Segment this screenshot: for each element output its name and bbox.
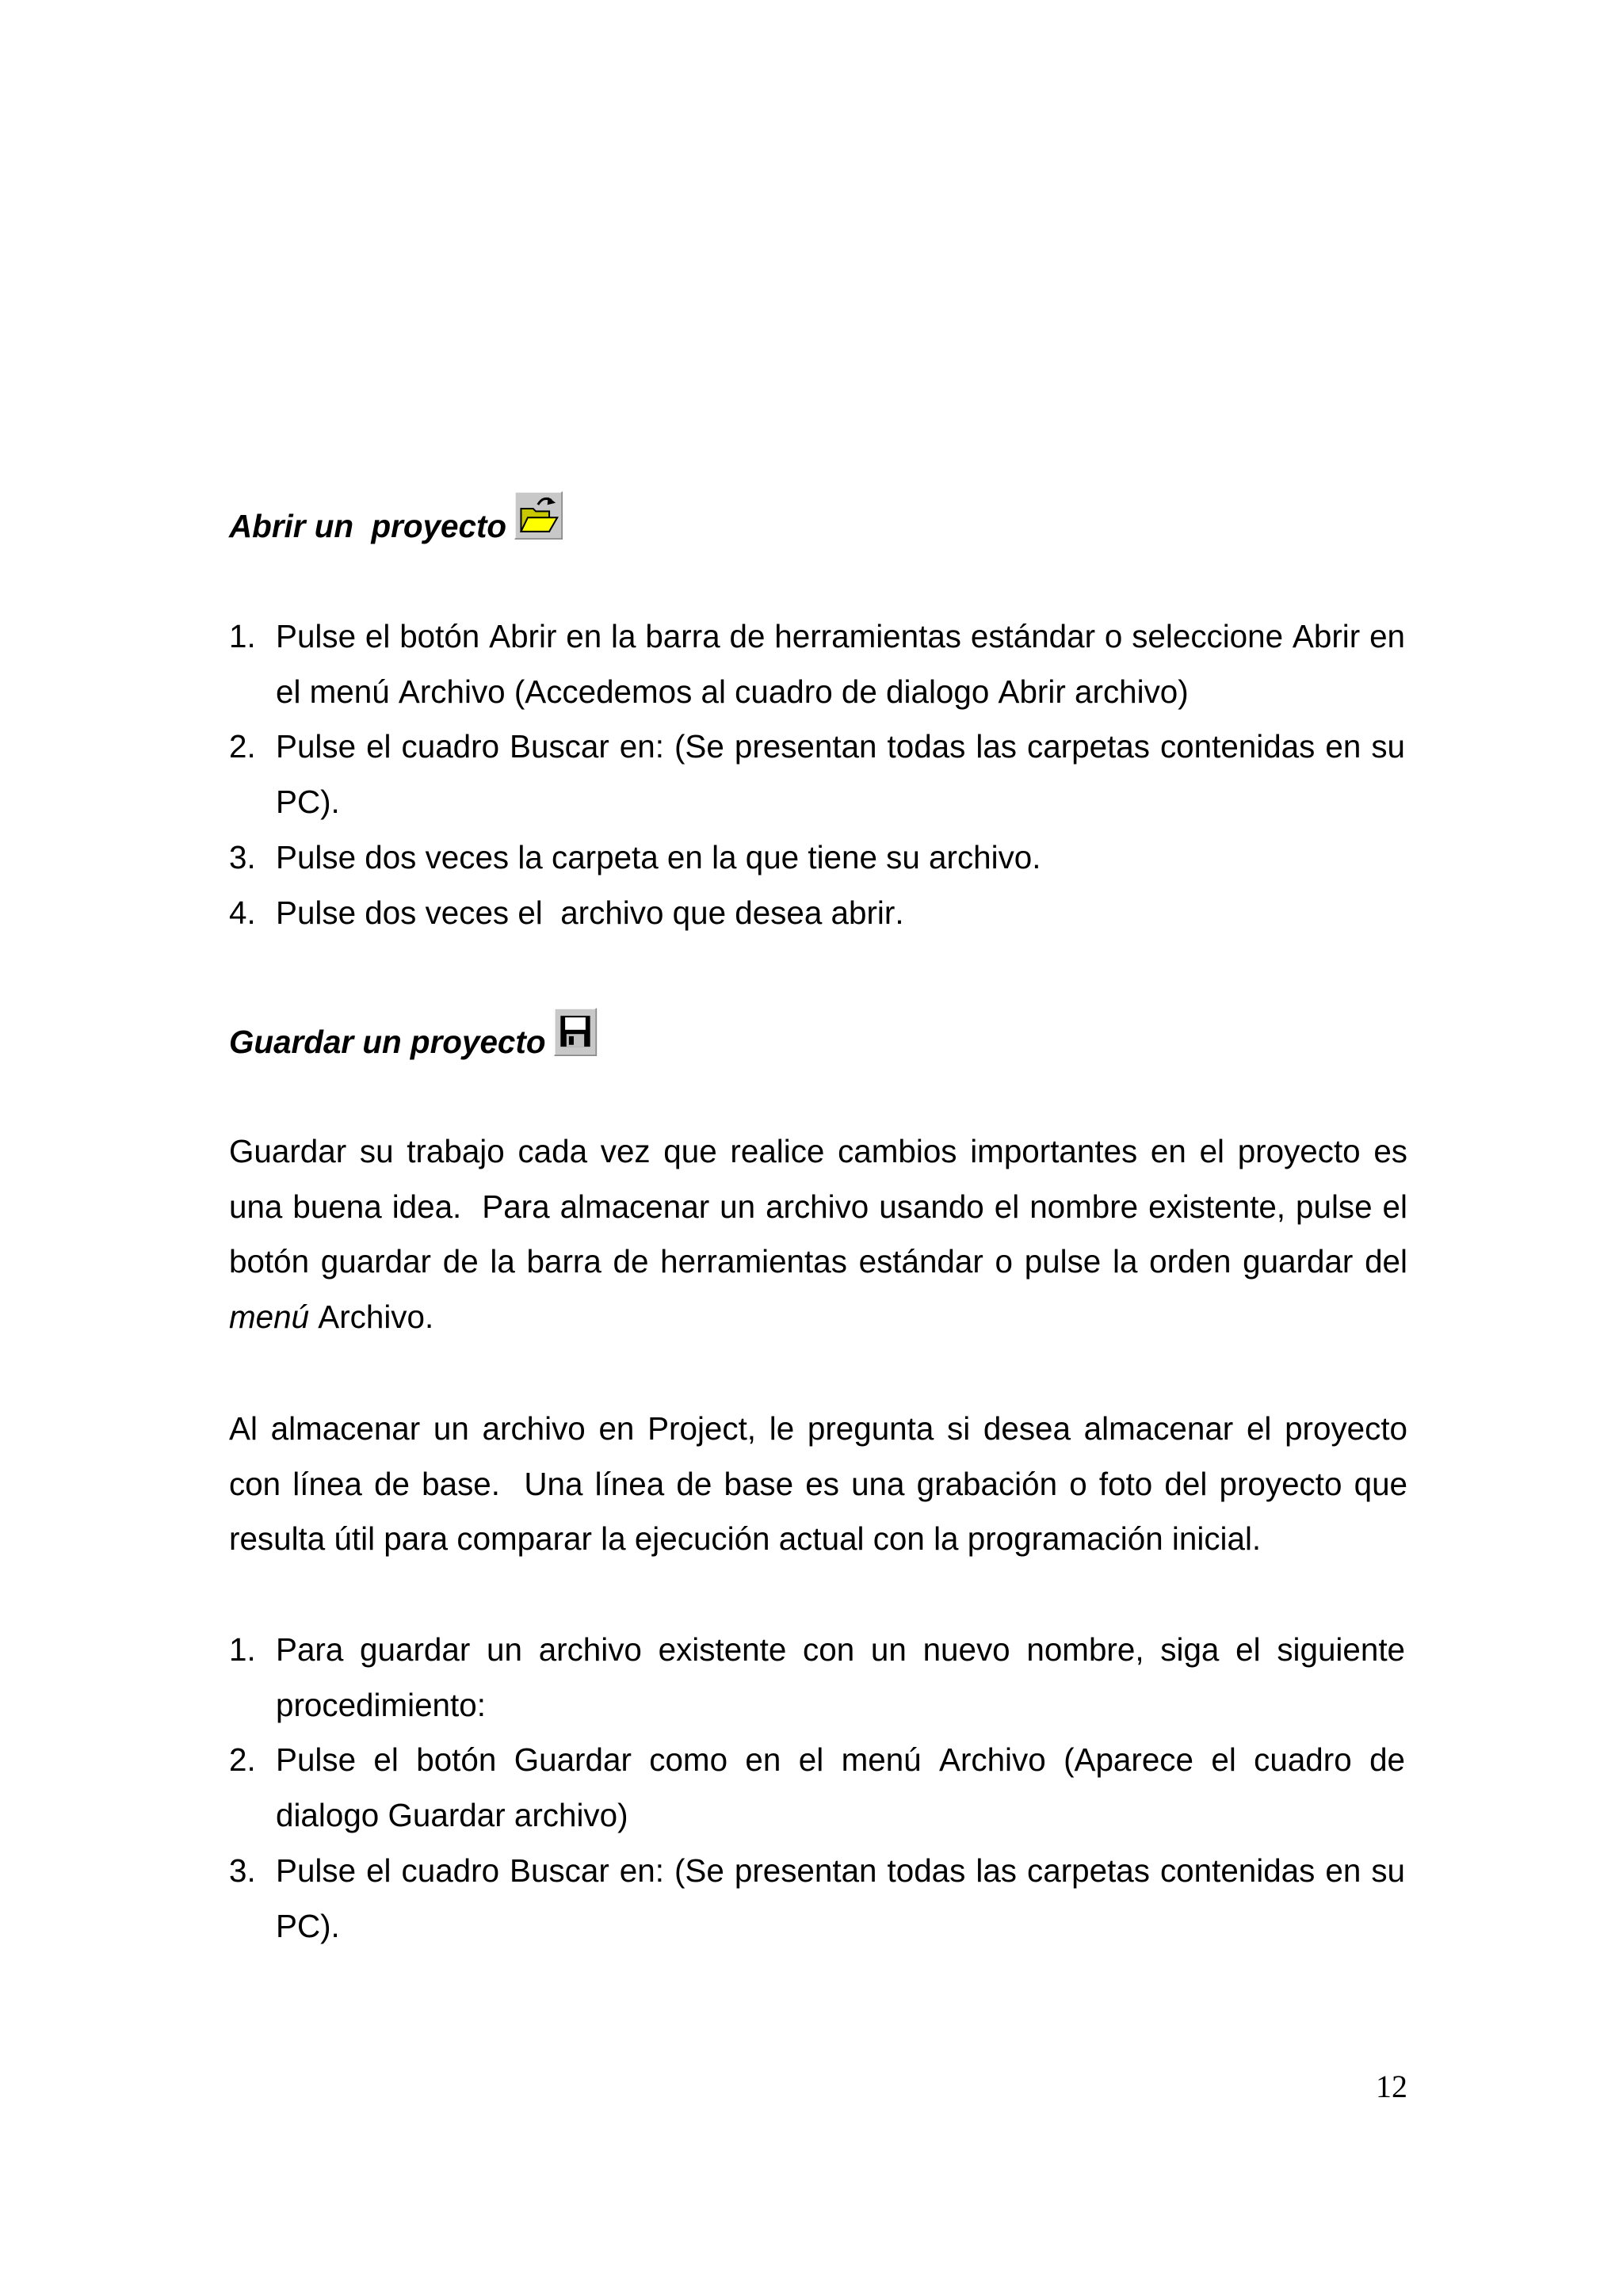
list-item xyxy=(229,886,1407,941)
list-item-text: Pulse el botón Abrir en la barra de herramientas estándar o seleccione Abrir en el menú Archivo (Accedemos al cuadro de dialogo Abrir archivo) xyxy=(276,618,1415,710)
list-item-number: 3. xyxy=(229,1852,256,1889)
steps-list-abrir xyxy=(229,609,1415,940)
steps-list-guardar xyxy=(229,1623,1415,1954)
list-item-text: Para guardar un archivo existente con un nuevo nombre, siga el siguiente procedimiento: xyxy=(276,1631,1415,1723)
paragraph: Al almacenar un archivo en Project, le pregunta si desea almacenar el proyecto con línea de base. Una línea de base es una grabación o foto del proyecto que resulta útil para comparar la ejecución actual con la programación inicial. xyxy=(229,1410,1417,1558)
paragraph xyxy=(229,1124,1417,1345)
list-item xyxy=(229,1733,1415,1843)
save-icon xyxy=(553,1008,598,1056)
list-item-number: 4. xyxy=(229,894,256,931)
list-item-text: Pulse el cuadro Buscar en: (Se presentan todas las carpetas contenidas en su PC). xyxy=(276,1852,1415,1944)
open-folder-icon xyxy=(514,491,563,540)
list-item-number: 3. xyxy=(229,838,256,875)
page-number: 12 xyxy=(1376,2069,1407,2104)
list-item-text: Pulse el botón Guardar como en el menú Archivo (Aparece el cuadro de dialogo Guardar archivo) xyxy=(276,1741,1415,1834)
list-item xyxy=(229,1623,1415,1733)
list-item xyxy=(229,830,1407,886)
paragraph-text: Guardar su trabajo cada vez que realice cambios importantes en el proyecto es una buena idea. Para almacenar un archivo usando el nombre existente, pulse el botón guardar de la barra de herramientas estándar o pulse la orden guardar del xyxy=(229,1133,1417,1280)
list-item xyxy=(229,1844,1415,1954)
list-item-text: Pulse dos veces el archivo que desea abrir. xyxy=(276,894,904,931)
section-heading-abrir: Abrir un proyecto xyxy=(229,508,507,544)
paragraph-emphasis: menú xyxy=(229,1299,310,1336)
list-item-number: 2. xyxy=(229,728,256,765)
list-item xyxy=(229,719,1415,830)
list-item-text: Pulse el cuadro Buscar en: (Se presentan todas las carpetas contenidas en su PC). xyxy=(276,728,1415,821)
section-heading-guardar: Guardar un proyecto xyxy=(229,1024,546,1060)
list-item xyxy=(229,609,1415,719)
list-item-number: 1. xyxy=(229,1631,256,1668)
paragraph-text: Archivo. xyxy=(309,1299,434,1336)
list-item-number: 2. xyxy=(229,1741,256,1779)
list-item-number: 1. xyxy=(229,618,256,654)
list-item-text: Pulse dos veces la carpeta en la que tiene su archivo. xyxy=(276,838,1041,875)
